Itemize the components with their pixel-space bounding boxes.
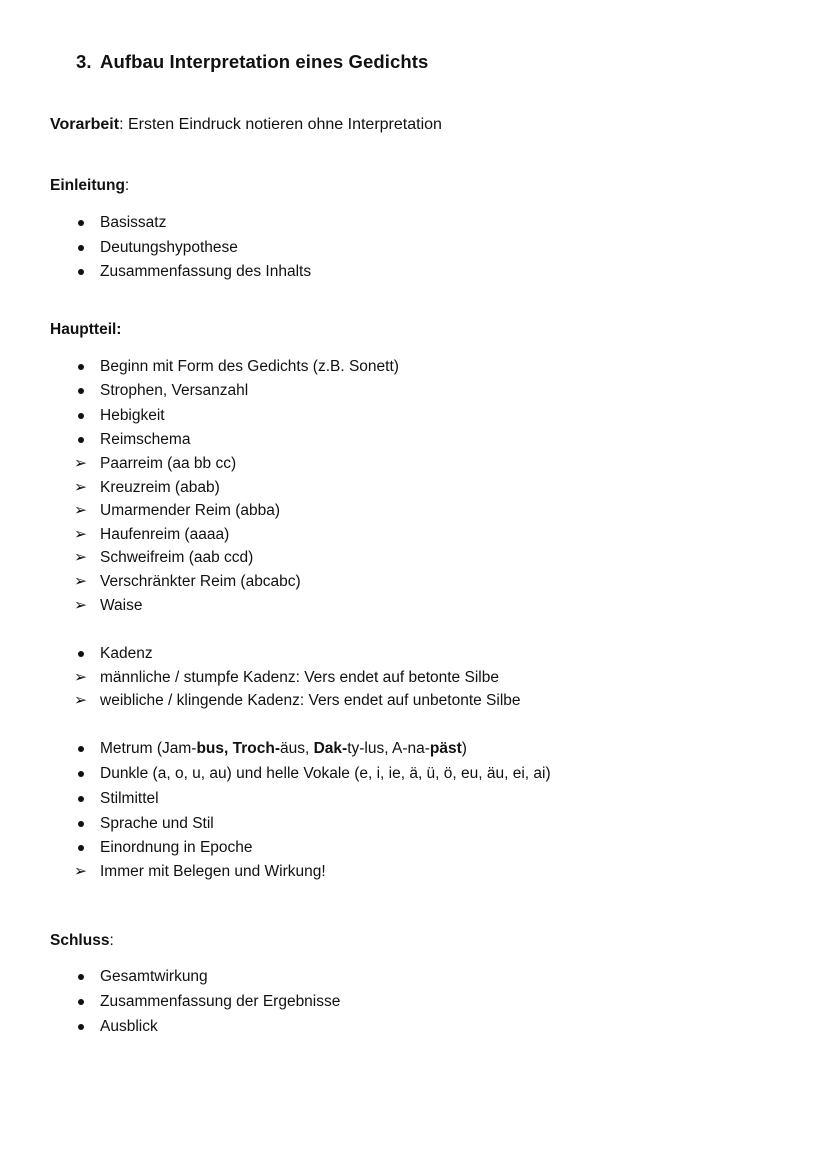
einleitung-heading: [50, 177, 129, 195]
list-item-text: Verschränkter Reim (abcabc): [100, 573, 301, 590]
list-item-text: Schweifreim (aab ccd): [100, 549, 254, 566]
list-item-text: Zusammenfassung der Ergebnisse: [100, 993, 341, 1010]
list-item-text: Stilmittel: [100, 790, 159, 807]
schluss-heading: [50, 932, 114, 950]
list-item-text: Strophen, Versanzahl: [100, 382, 249, 399]
title-text: Aufbau Interpretation eines Gedichts: [100, 51, 429, 72]
metrum-bold-part: päst: [429, 740, 462, 757]
list-item-text: Zusammenfassung des Inhalts: [100, 263, 312, 280]
metrum-bold-part: bus, Troch-: [196, 740, 280, 757]
document-page: 3. Aufbau Interpretation eines Gedichts Vorarbeit: Ersten Eindruck notieren ohne Interpretation Einleitung: Basissatz Deutungshypothese Zusammenfassung des Inhalts Hauptteil: Beginn mit Form des Gedichts (z.B. Sonett) Strophen, Versanzahl Hebigkeit Reimschema ➢ Paarreim (aa bb cc) ➢ Kreuzreim (abab) ➢ Umarmender Reim (abba) ➢ Haufenreim (aaaa) ➢ Schweifreim (aab ccd) ➢ Verschränkter Reim (abcabc) ➢ Waise Kadenz ➢ männliche / stumpfe Kadenz: Vers endet auf betonte Silbe ➢ weibliche / klingende Kadenz: Vers endet auf unbetonte Silbe Metrum (Jam-bus, Troch-äus, Dak-ty-lus, A-na-päst) Dunkle (a, o, u, au) und helle Vokale (e, i, ie, ä, ü, ö, eu, äu, ei, ai) Stilmittel Sprache und Stil Einordnung in Epoche ➢ Immer mit Belegen und Wirkung! Schluss: Gesamtwirkung Zusammenfassung der Ergebnisse Ausblick: [50, 51, 551, 1035]
list-item-text: weibliche / klingende Kadenz: Vers endet auf unbetonte Silbe: [100, 692, 521, 709]
list-item-text: Paarreim (aa bb cc): [100, 455, 237, 472]
einleitung-heading-colon: :: [124, 177, 130, 194]
schluss-heading-text: Schluss: [50, 932, 110, 949]
list-item-text: Kadenz: [100, 645, 153, 662]
list-item-text: Immer mit Belegen und Wirkung!: [100, 863, 326, 880]
metrum-text: [100, 739, 467, 759]
metrum-part: Metrum (Jam-: [100, 740, 197, 757]
list-item-text: Ausblick: [100, 1018, 158, 1035]
metrum-bold-part: Dak-: [313, 740, 348, 757]
list-item-text: Sprache und Stil: [100, 815, 214, 832]
hauptteil-heading: Hauptteil:: [50, 321, 122, 338]
list-item-text: Reimschema: [100, 431, 191, 448]
list-item-text: Kreuzreim (abab): [100, 479, 220, 496]
vorarbeit-text: : Ersten Eindruck notieren ohne Interpretation: [119, 116, 442, 133]
list-item-text: Waise: [100, 597, 143, 614]
list-item-text: Beginn mit Form des Gedichts (z.B. Sonett): [100, 358, 399, 375]
vorarbeit-line: [50, 116, 442, 134]
einleitung-heading-text: Einleitung: [50, 177, 125, 194]
list-item-text: Umarmender Reim (abba): [100, 502, 281, 519]
list-item-text: Dunkle (a, o, u, au) und helle Vokale (e, i, ie, ä, ü, ö, eu, äu, ei, ai): [100, 765, 551, 782]
list-item-text: Deutungshypothese: [100, 239, 238, 256]
metrum-part: äus,: [280, 740, 314, 757]
list-item-text: Hebigkeit: [100, 407, 165, 424]
list-item-text: Gesamtwirkung: [100, 968, 208, 985]
metrum-part: ): [461, 740, 467, 757]
page-title: [76, 51, 428, 73]
schluss-heading-colon: :: [109, 932, 114, 949]
list-item-text: Basissatz: [100, 214, 167, 231]
list-item-text: männliche / stumpfe Kadenz: Vers endet auf betonte Silbe: [100, 669, 499, 686]
metrum-part: ty-lus, A-na-: [347, 740, 430, 757]
vorarbeit-label: Vorarbeit: [50, 116, 120, 133]
title-number: 3.: [76, 51, 92, 72]
list-item-text: Haufenreim (aaaa): [100, 526, 230, 543]
list-item-text: Einordnung in Epoche: [100, 839, 253, 856]
